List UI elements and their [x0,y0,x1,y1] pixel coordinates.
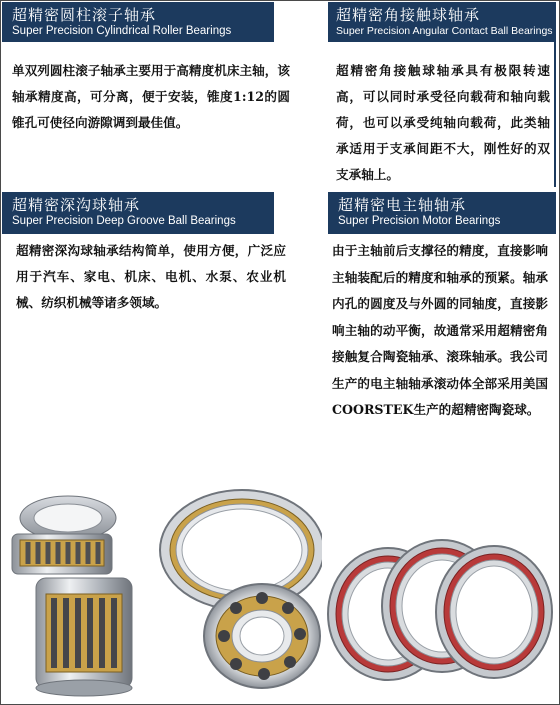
angular-description: 超精密角接触球轴承具有极限转速高，可以同时承受径向载荷和轴向载荷，也可以承受纯轴向载荷，此类轴承适用于支承间距不大，刚性好的双支承轴上。 [336,63,550,182]
motor-title-cn: 超精密电主轴轴承 [338,196,467,214]
angular-title-en: Super Precision Angular Contact Ball Bearings [336,25,553,37]
angular-header [328,2,556,42]
motor-title-en: Super Precision Motor Bearings [338,215,501,227]
cylindrical-title-en: Super Precision Cylindrical Roller Bearings [12,25,232,37]
motor-bearings-photo [326,524,556,696]
deep-groove-description: 超精密深沟球轴承结构简单，使用方便，广泛应用于汽车、家电、机床、电机、水泵、农业机械、纺织机械等诸多领域。 [16,243,286,310]
motor-header [328,192,556,234]
cylindrical-title-cn: 超精密圆柱滚子轴承 [12,6,157,24]
angular-divider [554,2,556,187]
deep-groove-title-en: Super Precision Deep Groove Ball Bearings [12,215,236,227]
deep-groove-header [2,192,274,234]
cylindrical-description: 单双列圆柱滚子轴承主要用于高精度机床主轴，该轴承精度高，可分离，便于安装，锥度1:12的圆锥孔可使径向游隙调到最佳值。 [12,63,290,130]
angular-bearings-photo [156,486,322,694]
deep-groove-title-cn: 超精密深沟球轴承 [12,196,141,214]
cylindrical-bearings-photo [6,482,156,698]
motor-description: 由于主轴前后支撑径的精度，直接影响主轴装配后的精度和轴承的预紧。轴承内孔的圆度及与外圆的同轴度，直接影响主轴的动平衡，故通常采用超精密角接触复合陶瓷轴承、滚珠轴承。我公司生产的电主轴轴承滚动体全部采用美国COORSTEK生产的超精密陶瓷球。 [332,243,548,417]
cylindrical-header [2,2,274,42]
angular-title-cn: 超精密角接触球轴承 [336,6,481,24]
